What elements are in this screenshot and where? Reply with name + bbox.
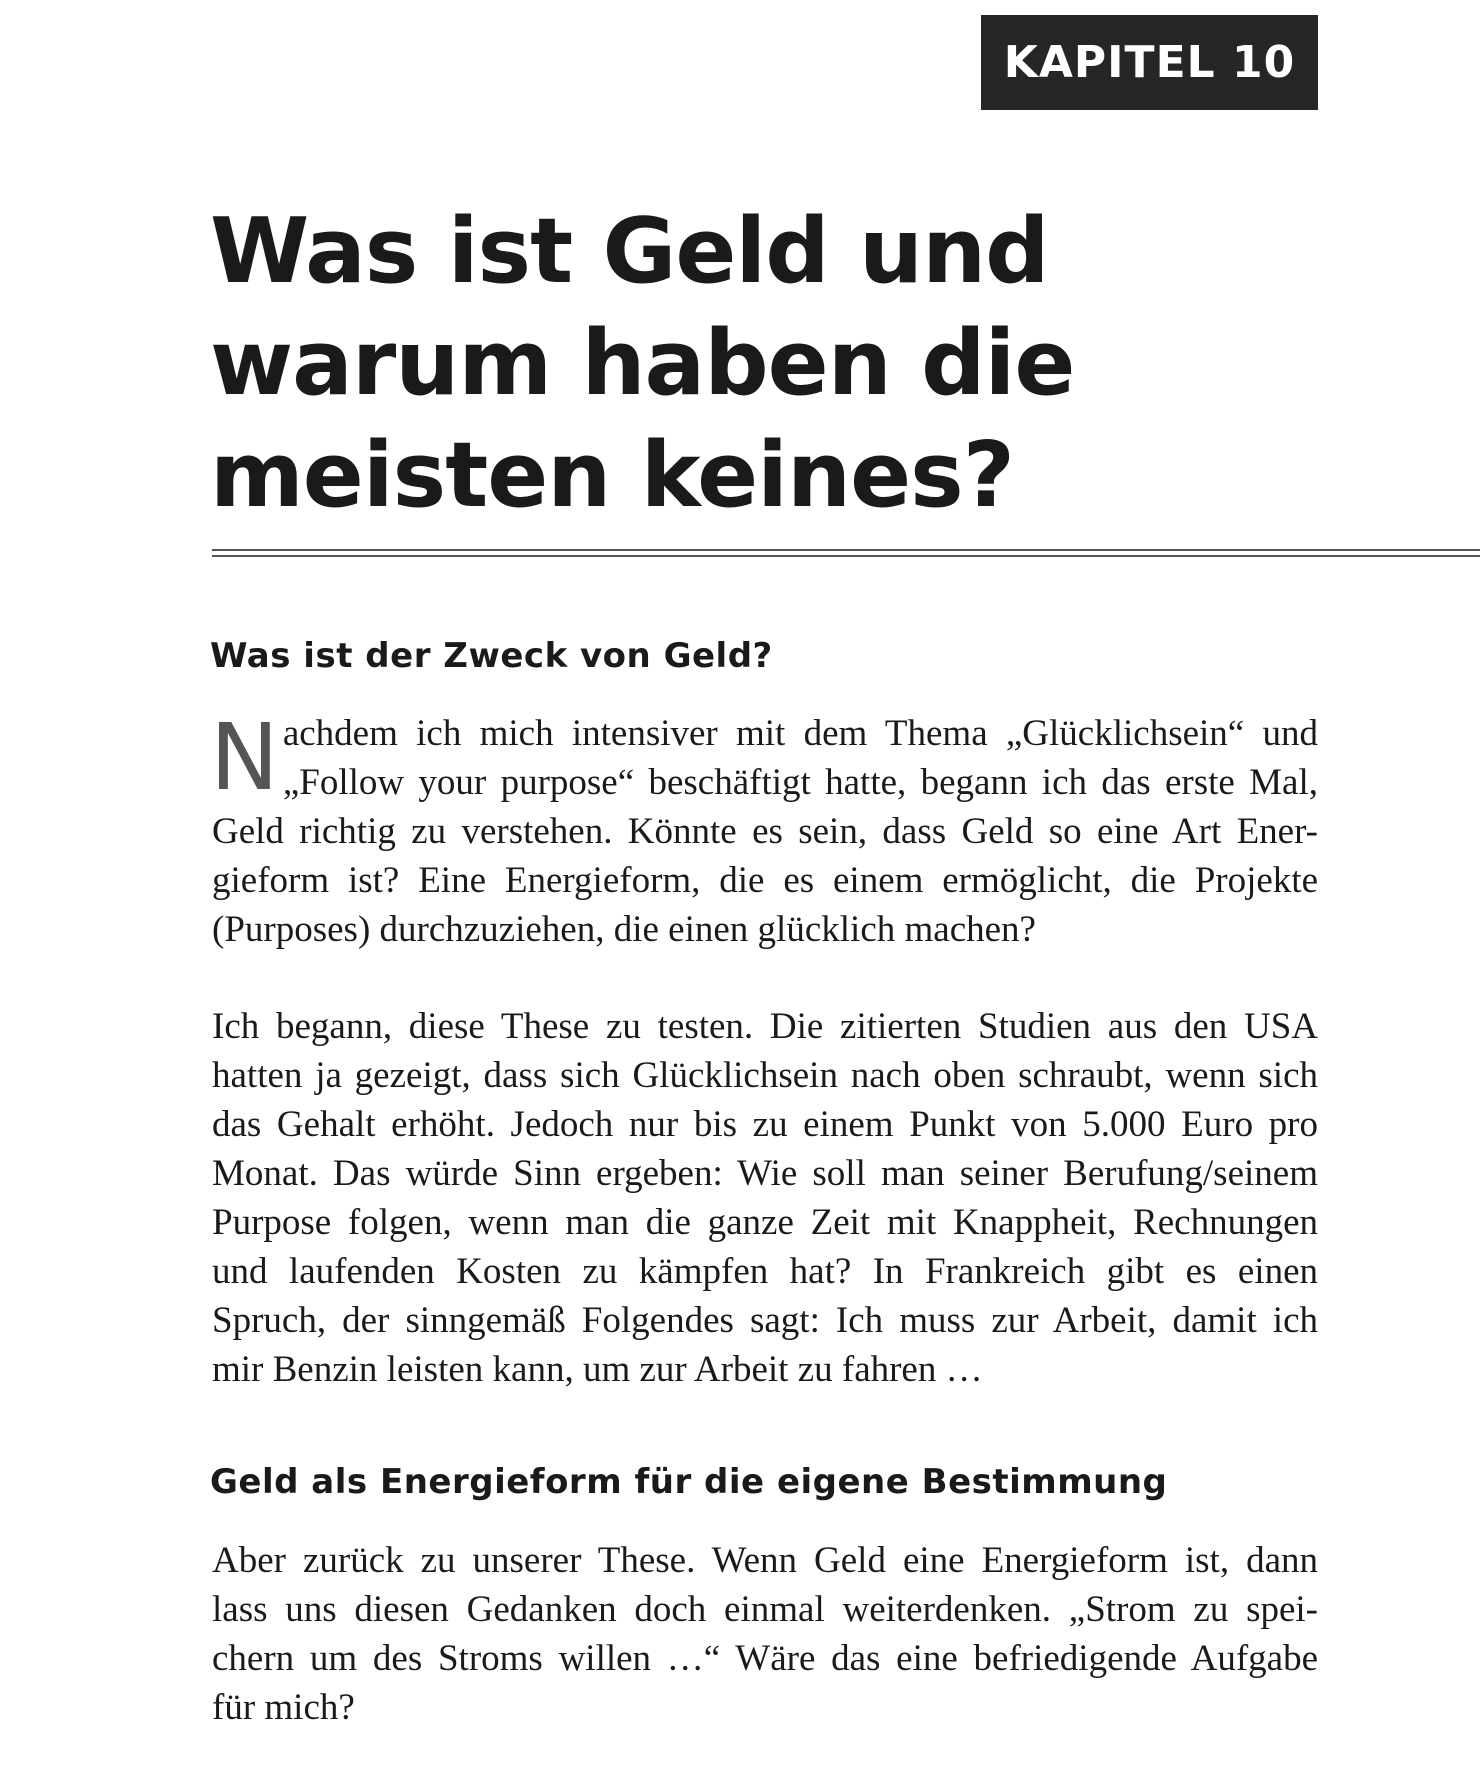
text-line: lass uns diesen Gedanken doch einmal weiterdenken. „Strom zu spei- bbox=[212, 1589, 1318, 1630]
text-line: Aber zurück zu unserer These. Wenn Geld eine Energieform ist, dann bbox=[212, 1540, 1318, 1581]
text-line: Purpose folgen, wenn man die ganze Zeit mit Knappheit, Rechnungen bbox=[212, 1202, 1318, 1243]
text-line: Geld richtig zu verstehen. Könnte es sein, dass Geld so eine Art Ener- bbox=[212, 811, 1318, 852]
text-line: „Follow your purpose“ beschäftigt hatte, begann ich das erste Mal, bbox=[282, 762, 1318, 803]
text-line: (Purposes) durchzuziehen, die einen glücklich machen? bbox=[212, 909, 1036, 950]
chapter-title bbox=[210, 196, 1110, 532]
paragraph-energieform bbox=[212, 1536, 1318, 1732]
text-line: Monat. Das würde Sinn ergeben: Wie soll man seiner Berufung/seinem bbox=[212, 1153, 1318, 1194]
text-line: gieform ist? Eine Energieform, die es einem ermöglicht, die Projekte bbox=[212, 860, 1318, 901]
text-line: und laufenden Kosten zu kämpfen hat? In Frankreich gibt es einen bbox=[212, 1251, 1318, 1292]
text-line: chern um des Stroms willen …“ Wäre das eine befriedigende Aufgabe bbox=[212, 1638, 1318, 1679]
section-heading-zweck: Was ist der Zweck von Geld? bbox=[210, 636, 773, 676]
text-line: achdem ich mich intensiver mit dem Thema „Glücklichsein“ und bbox=[282, 713, 1318, 754]
text-line: hatten ja gezeigt, dass sich Glücklichsein nach oben schraubt, wenn sich bbox=[212, 1055, 1318, 1096]
text-line: das Gehalt erhöht. Jedoch nur bis zu einem Punkt von 5.000 Euro pro bbox=[212, 1104, 1318, 1145]
title-divider-bottom bbox=[212, 555, 1480, 557]
section-heading-energieform: Geld als Energieform für die eigene Bestimmung bbox=[210, 1462, 1168, 1502]
text-line: mir Benzin leisten kann, um zur Arbeit zu fahren … bbox=[212, 1349, 983, 1390]
title-line: meisten keines? bbox=[210, 423, 1014, 528]
drop-cap: N bbox=[210, 704, 279, 811]
text-line: Spruch, der sinngemäß Folgendes sagt: Ich muss zur Arbeit, damit ich bbox=[212, 1300, 1318, 1341]
title-line: warum haben die bbox=[210, 311, 1075, 416]
text-line: Ich begann, diese These zu testen. Die zitierten Studien aus den USA bbox=[212, 1006, 1318, 1047]
paragraph-these bbox=[212, 1002, 1318, 1394]
title-line: Was ist Geld und bbox=[210, 199, 1049, 304]
paragraph-intro bbox=[210, 704, 1318, 954]
title-divider-top bbox=[212, 549, 1480, 551]
text-line: für mich? bbox=[212, 1687, 355, 1728]
chapter-badge: KAPITEL 10 bbox=[981, 15, 1318, 110]
